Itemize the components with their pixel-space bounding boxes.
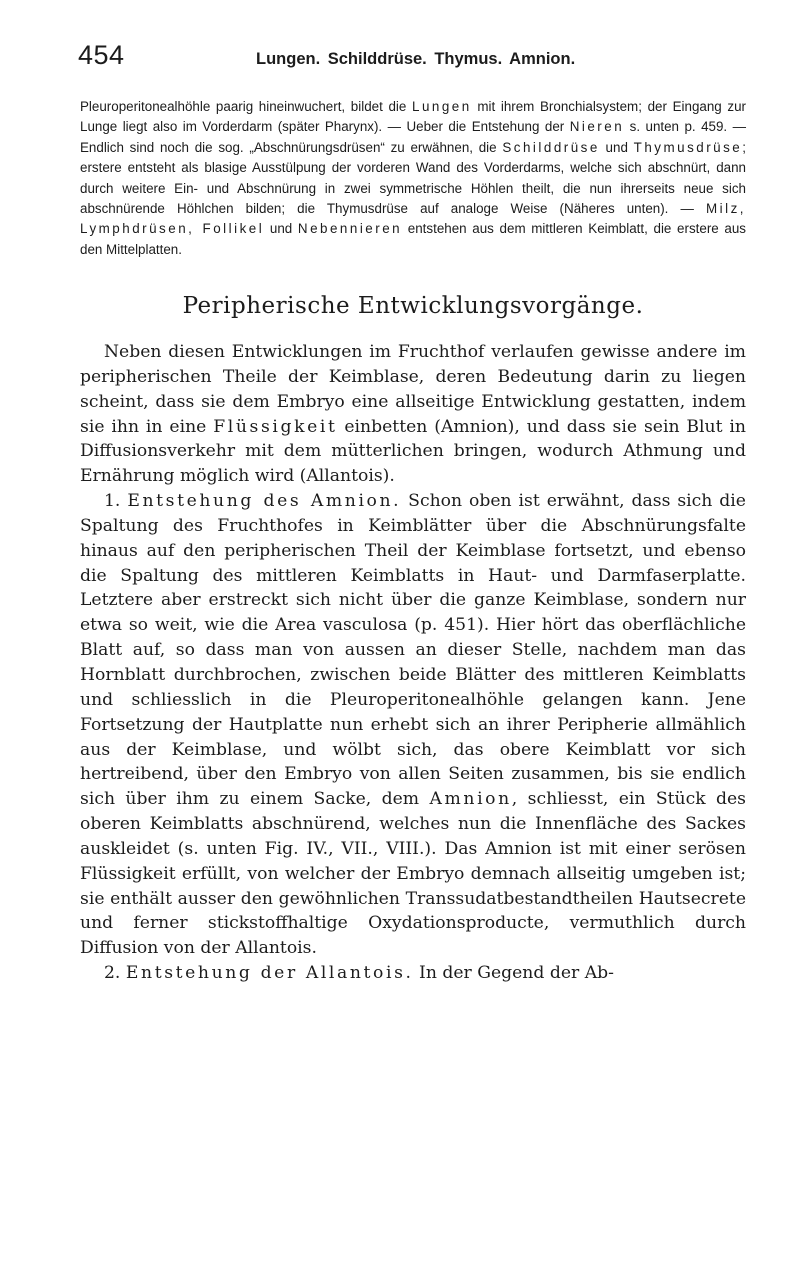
term-nebennieren: Nebennieren: [297, 221, 403, 237]
running-title: Lungen. Schilddrüse. Thymus. Amnion.: [256, 50, 576, 68]
paragraph-text: , schliesst, ein Stück des oberen Keimblatts abschnürend, welches nun die Innenfläche des Sackes auskleidet (s. unten Fig. IV., VII., VIII.). Das Amnion ist mit einer serösen Flüssigkeit erfüllt, von welcher der Embryo demnach allseitig umgeben ist; sie enthält ausser den gewöhnlichen Transsudatbestandtheilen Hautsecrete und ferner stickstoffhaltige Oxydationsproducte, vermuthlich durch Diffusion von der Allantois.: [80, 789, 746, 959]
section-title: Peripherische Entwicklungsvorgänge.: [182, 293, 644, 319]
intro-text: Pleuroperitonealhöhle paarig hineinwuchert, bildet die: [80, 99, 412, 114]
term-milz: Milz, Lymphdrüsen, Follikel: [80, 201, 746, 237]
paragraph-text: In der Gegend der Ab-: [413, 963, 614, 984]
subheading-amnion: Entstehung des Amnion.: [127, 491, 402, 512]
body-text: [80, 340, 746, 986]
term-fluessigkeit: Flüssigkeit: [213, 416, 338, 437]
paragraph-text: einbetten (Amnion), und dass sie sein Blut in Diffusionsverkehr mit dem mütterlichen bringen, wodurch Athmung und Ernährung möglich wird (Allantois).: [80, 416, 746, 487]
intro-text: mit ihrem Bronchialsystem; der Eingang zur Lunge liegt also im Vorderdarm (später Pharynx). — Ueber die Entstehung der: [80, 99, 746, 135]
term-thymusdruese: Thymusdrüse: [633, 139, 743, 155]
page-number: 454: [78, 40, 125, 70]
term-lungen: Lungen: [412, 99, 472, 114]
term-amnion: Amnion: [429, 789, 512, 810]
item-number: 2.: [104, 963, 126, 984]
paragraph-allantois: [80, 961, 746, 986]
intro-text: und: [264, 221, 298, 237]
intro-text: ; erstere entsteht als blasige Ausstülpung der vorderen Wand des Vorderdarms, welche sich abschnürt, dann durch weitere Ein- und Abschnürung in zwei symmetrische Höhlen theilt, die nun ihrerseits neue sich abschnürende Höhlchen bilden; die Thymusdrüse auf analoge Weise (Näheres unten). —: [80, 139, 746, 217]
paragraph-amnion: [80, 489, 746, 961]
subheading-allantois: Entstehung der Allantois.: [125, 963, 414, 984]
term-nieren: Nieren: [569, 119, 625, 135]
item-number: 1.: [104, 491, 128, 512]
term-schilddruese: Schilddrüse: [502, 139, 600, 155]
intro-text: s. unten p. 459. — Endlich sind noch die sog. „Abschnürungsdrüsen“ zu erwähnen, die: [80, 119, 746, 155]
intro-text: und: [599, 139, 634, 155]
paragraph-text: Schon oben ist erwähnt, dass sich die Spaltung des Fruchthofes in Keimblätter über die Abschnürungsfalte hinaus auf den peripherischen Theil der Keimblase fortsetzt, und ebenso die Spaltung des mittleren Keimblatts in Haut- und Darmfaserplatte. Letztere aber erstreckt sich nicht über die ganze Keimblase, sondern nur etwa so weit, wie die Area vasculosa (p. 451). Hier hört das oberflächliche Blatt auf, so dass man von aussen an dieser Stelle, nachdem man das Hornblatt durchbrochen, zwischen beide Blätter des mittleren Keimblatts und schliesslich in die Pleuroperitonealhöhle gelangen kann. Jene Fortsetzung der Hautplatte nun erhebt sich an ihrer Peripherie allmählich aus der Keimblase, und wölbt sich, das obere Keimblatt vor sich hertreibend, über den Embryo von allen Seiten zusammen, bis sie endlich sich über ihm zu einem Sacke, dem: [80, 491, 746, 810]
intro-text: entstehen aus dem mittleren Keimblatt, die erstere aus den Mittelplatten.: [80, 221, 746, 257]
intro-paragraph: [80, 97, 746, 260]
page-header: [78, 36, 748, 80]
paragraph-overview: [80, 340, 746, 489]
paragraph-text: Neben diesen Entwicklungen im Fruchthof verlaufen gewisse andere im peripherischen Theile der Keimblase, deren Bedeutung darin zu liegen scheint, dass sie dem Embryo eine allseitige Entwicklung gestatten, indem sie ihn in eine: [80, 342, 746, 437]
